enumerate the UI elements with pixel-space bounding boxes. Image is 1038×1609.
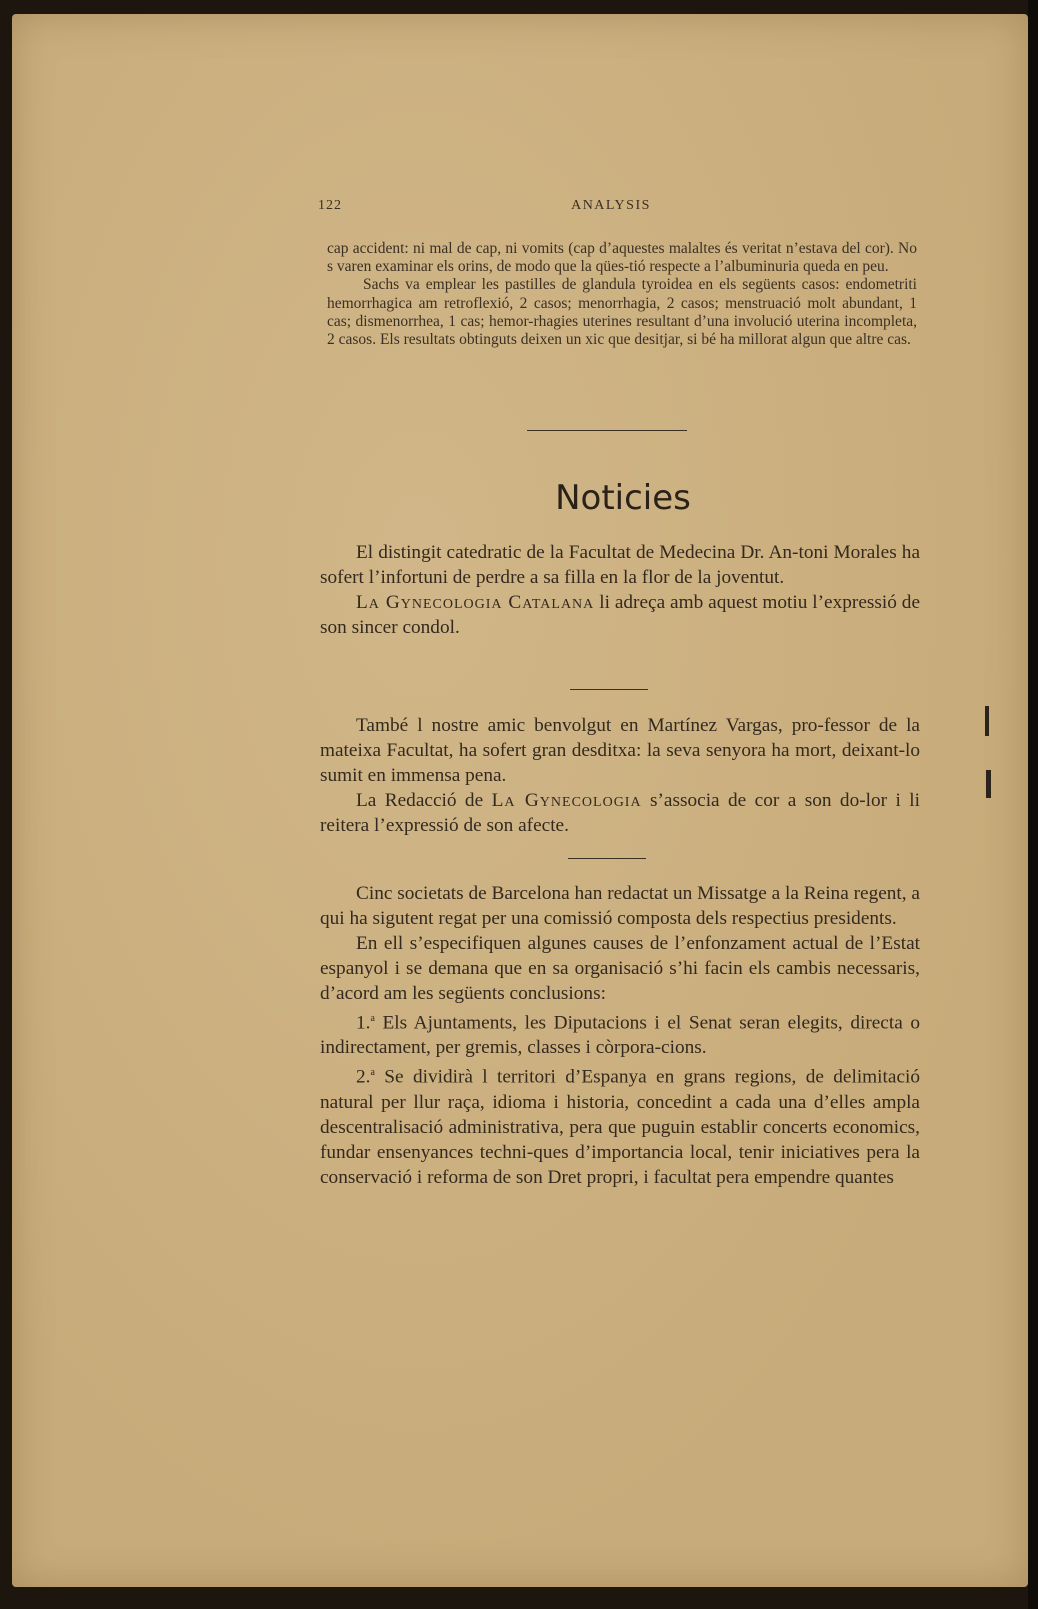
page-header xyxy=(318,198,904,218)
notice-paragraph: En ell s’especifiquen algunes causes de l’enfonzament actual de l’Estat espanyol i se demana que en sa organisació s’hi facin els cambis necessaris, d’acord am les següents conclusions: xyxy=(320,933,920,1004)
notice-3 xyxy=(320,881,920,1190)
journal-name: La Gynecologia xyxy=(491,790,642,811)
analysis-paragraph: cap accident: ni mal de cap, ni vomits (cap d’aquestes malaltes és veritat n’estava del cor). No s varen examinar els orins, de modo que la qües-tió respecte a l’albuminuria queda en peu. xyxy=(327,240,917,276)
running-title: ANALYSIS xyxy=(571,198,651,213)
notice-paragraph: També l nostre amic benvolgut en Martínez Vargas, pro-fessor de la mateixa Facultat, ha sofert gran desditxa: la seva senyora ha mort, deixant-lo sumit en immensa pena. xyxy=(320,715,920,786)
notice-1 xyxy=(320,540,920,640)
section-title: Noticies xyxy=(555,478,691,518)
notice-2 xyxy=(320,713,920,838)
notice-divider xyxy=(568,858,646,859)
section-divider xyxy=(527,430,687,431)
journal-name: La Gynecologia Catalana xyxy=(356,592,595,613)
notice-paragraph: La Gynecologia Catalana li adreça amb aquest motiu l’expressió de son sincer condol. xyxy=(320,592,921,638)
margin-mark xyxy=(985,706,989,736)
notice-paragraph: Cinc societats de Barcelona han redactat un Missatge a la Reina regent, a qui ha sigutent regat per una comissió composta dels respectius presidents. xyxy=(320,883,920,929)
analysis-paragraph: Sachs va emplear les pastilles de glandula tyroidea en els següents casos: endometriti hemorrhagica am retroflexió, 2 casos; menorrhagia, 2 casos; menstruació molt abundant, 1 cas; dismenorrhea, 1 cas; hemor-rhagies uterines resultant d’una involució uterina incompleta, 2 casos. Els resultats obtinguts deixen un xic que desitjar, si bé ha millorat algun que altre cas. xyxy=(327,276,917,349)
notice-divider xyxy=(570,689,648,690)
margin-mark xyxy=(986,770,991,798)
analysis-section xyxy=(327,240,917,349)
page-number: 122 xyxy=(318,198,342,213)
conclusion-item: 2.$^a$ Se dividirà l territori d’Espanya en grans regions, de delimitació natural per llur raça, idioma i historia, concedint a cada una d’elles ampla descentralisació administrativa, pera que puguin establir concerts economics, fundar ensenyances techni-ques d’importancia local, tenir iniciatives pera la conservació i reforma de son Dret propri, i facultat pera empendre quantes xyxy=(320,1066,920,1188)
notice-paragraph: El distingit catedratic de la Facultat de Medecina Dr. An-toni Morales ha sofert l’infortuni de perdre a sa filla en la flor de la joventut. xyxy=(320,542,920,588)
conclusion-item: 1.$^a$ Els Ajuntaments, les Diputacions i el Senat seran elegits, directa o indirectament, per gremis, classes i còrpora-cions. xyxy=(320,1012,920,1059)
notice-paragraph: La Redacció de La Gynecologia s’associa de cor a son do-lor i li reitera l’expressió de son afecte. xyxy=(320,790,920,836)
scan-edge xyxy=(1028,0,1038,1609)
